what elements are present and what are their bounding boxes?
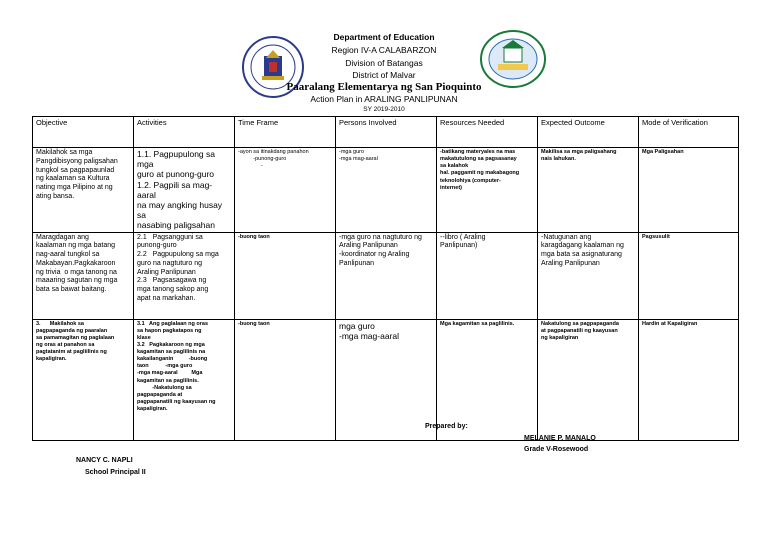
- cell-verification: [639, 319, 739, 440]
- cell-line: apat na markahan.: [137, 294, 196, 302]
- cell-line: ng kaalaman sa Kultura: [36, 175, 110, 183]
- cell-line: 2.1 Pagsangguni sa: [137, 233, 203, 241]
- cell-line: pagpapaganda at: [137, 391, 183, 398]
- cell-line: -mga mag-aaral: [339, 330, 399, 341]
- cell-activities: [134, 148, 235, 233]
- cell-line: pagtatanim at pagliilinis ng: [36, 349, 107, 356]
- cell-objective: [33, 148, 134, 233]
- table-row: [33, 232, 739, 319]
- principal-title: School Principal II: [85, 469, 146, 476]
- cell-line: -mga mag-aaral Mga: [137, 370, 203, 377]
- cell-verification: [639, 232, 739, 319]
- school-name: Paaralang Elementarya ng San Pioquinto: [286, 81, 482, 93]
- cell-line: pagpapanatili ng kaayusan ng: [137, 399, 216, 406]
- department-title: Department of Education: [333, 32, 435, 42]
- cell-outcome: [538, 232, 639, 319]
- cell-line: nating mga Pilipino at ng: [36, 184, 113, 191]
- cell-resources: [437, 148, 538, 233]
- header-objective: Objective: [33, 117, 134, 148]
- school-year: SY 2019-2010: [363, 106, 405, 113]
- cell-line: klase: [137, 334, 151, 341]
- cell-line: Makilisa sa mga paligsahang: [541, 149, 617, 155]
- preparer-name: MELANIE P. MANALO: [524, 435, 596, 442]
- action-plan-table: [32, 116, 739, 441]
- cell-line: bata sa bawat baitang.: [36, 286, 107, 293]
- table-row: [33, 319, 739, 440]
- cell-verification: [639, 148, 739, 233]
- cell-outcome: [538, 148, 639, 233]
- cell-time-frame: [235, 148, 336, 233]
- header-persons-involved: Persons Involved: [336, 117, 437, 148]
- district-title: District of Malvar: [352, 70, 416, 80]
- cell-line: internet): [440, 184, 462, 191]
- region-title: Region IV-A CALABARZON: [331, 45, 437, 55]
- cell-line: -buong taon: [238, 233, 270, 240]
- cell-line: Mga kagamitan sa paglilinis.: [440, 320, 515, 327]
- cell-line: Makabayan.Pagkakaroon: [36, 259, 116, 267]
- header-expected-outcome: Expected Outcome: [538, 117, 639, 148]
- cell-line: sa kalahok: [440, 163, 469, 170]
- cell-line: pagpapaganda ng paaralan: [36, 327, 108, 334]
- principal-name: NANCY C. NAPLI: [76, 457, 133, 464]
- cell-line: 3.2 Pagkakaroon ng mga: [137, 341, 205, 348]
- cell-persons: [336, 319, 437, 440]
- cell-line: -Natugunan ang: [541, 233, 592, 241]
- cell-line: guro at punong-guro: [137, 169, 215, 180]
- cell-line: ng oras at panahon sa: [36, 341, 95, 348]
- cell-activities: [134, 319, 235, 440]
- cell-resources: [437, 319, 538, 440]
- cell-line: mga guro: [339, 320, 375, 331]
- cell-line: 1.1. Pagpupulong sa mga: [137, 149, 218, 170]
- prepared-by-label: Prepared by:: [425, 423, 468, 430]
- header-resources-needed: Resources Needed: [437, 117, 538, 148]
- cell-line: kagamitan sa paglilinis na: [137, 349, 206, 356]
- cell-line: sa hapon pagkatapos ng: [137, 327, 202, 334]
- cell-line: -punong-guro: [238, 156, 287, 163]
- cell-objective: [33, 232, 134, 319]
- cell-line: teknolohiya (computer-: [440, 177, 501, 184]
- cell-line: Araling Panlipunan: [339, 242, 398, 250]
- header-time-frame: Time Frame: [235, 117, 336, 148]
- cell-objective: [33, 319, 134, 440]
- cell-line: kapaligiran.: [36, 356, 67, 363]
- cell-line: nasabing paligsahan: [137, 220, 215, 231]
- cell-outcome: [538, 319, 639, 440]
- cell-line: maaaring sagutan ng mga: [36, 277, 118, 285]
- cell-line: karagdagang kaalaman ng: [541, 242, 624, 250]
- cell-line: -batikang materyales na mas: [440, 149, 516, 155]
- cell-line: -mga mag-aaral: [339, 156, 378, 163]
- cell-line: Nakatulong sa pagpapaganda: [541, 320, 619, 327]
- cell-line: Hardin at Kapaligiran: [642, 320, 698, 327]
- cell-persons: [336, 148, 437, 233]
- cell-line: Pangdibisyong paligsahan: [36, 157, 118, 165]
- cell-line: Panlipunan: [339, 259, 375, 267]
- cell-line: nag-aaral tungkol sa: [36, 251, 100, 258]
- cell-line: --libro ( Araling: [440, 233, 486, 241]
- cell-line: mga tanong sakop ang: [137, 286, 209, 293]
- cell-line: na may angking husay sa: [137, 199, 225, 221]
- division-title: Division of Batangas: [345, 58, 423, 68]
- cell-line: ng trivia o mga tanong na: [36, 268, 117, 276]
- cell-line: ating bansa.: [36, 192, 75, 200]
- cell-line: makatutulong sa pagsasanay: [440, 156, 517, 163]
- cell-line: taon -mga guro: [137, 363, 193, 370]
- cell-line: tungkol sa pagpapaunlad: [36, 166, 115, 174]
- cell-line: -: [238, 163, 263, 170]
- cell-line: Pagsusulit: [642, 233, 670, 240]
- cell-line: Maragdagan ang: [36, 233, 89, 241]
- cell-line: hal. paggamit ng makabagong: [440, 170, 520, 177]
- cell-line: kagamitan sa paglilinis.: [137, 377, 199, 384]
- cell-line: 3. Makilahok sa: [36, 320, 84, 327]
- cell-line: 2.2 Pagpupulong sa mga: [137, 251, 219, 258]
- cell-line: mga bata sa asignaturang: [541, 251, 622, 258]
- cell-line: kaalaman ng mga batang: [36, 242, 115, 250]
- cell-line: 2.3 Pagsasagawa ng: [137, 277, 207, 285]
- cell-time-frame: [235, 319, 336, 440]
- cell-line: kapaligiran.: [137, 406, 168, 413]
- preparer-title: Grade V-Rosewood: [524, 446, 589, 453]
- cell-line: -mga guro na nagtuturo ng: [339, 233, 422, 241]
- cell-persons: [336, 232, 437, 319]
- cell-line: -mga guro: [339, 149, 365, 155]
- cell-line: nais lahukan.: [541, 156, 576, 163]
- cell-line: Mga Paligsahan: [642, 149, 684, 155]
- plan-title: Action Plan in ARALING PANLIPUNAN: [310, 94, 458, 104]
- cell-line: Araling Panlipunan: [137, 268, 196, 276]
- cell-time-frame: [235, 232, 336, 319]
- header-activities: Activities: [134, 117, 235, 148]
- cell-line: -buong taon: [238, 320, 270, 327]
- cell-line: Araling Panlipunan: [541, 259, 600, 267]
- cell-line: Makilahok sa mga: [36, 149, 93, 156]
- table-header-row: [33, 117, 739, 148]
- cell-line: kakailanganin -buong: [137, 356, 208, 363]
- cell-line: Panlipunan): [440, 242, 478, 250]
- cell-activities: [134, 232, 235, 319]
- cell-line: -koordinator ng Araling: [339, 251, 410, 258]
- cell-line: at pagpapanatili ng kaayusan: [541, 327, 618, 334]
- cell-line: 1.2. Pagpili sa mag-aaral: [137, 179, 213, 200]
- header-mode-of-verification: Mode of Verification: [639, 117, 739, 148]
- cell-line: -Nakatulong sa: [137, 384, 192, 391]
- cell-resources: [437, 232, 538, 319]
- cell-line: 3.1 Ang paglalaan ng oras: [137, 320, 209, 327]
- cell-line: ng kapaligiran: [541, 334, 579, 341]
- cell-line: sa pamamagitan ng paglalaan: [36, 334, 115, 341]
- cell-line: punong-guro: [137, 242, 177, 250]
- table-row: [33, 148, 739, 233]
- cell-line: guro na nagtuturo ng: [137, 259, 202, 267]
- cell-line: -ayon sa itinakdang panahon: [238, 149, 309, 155]
